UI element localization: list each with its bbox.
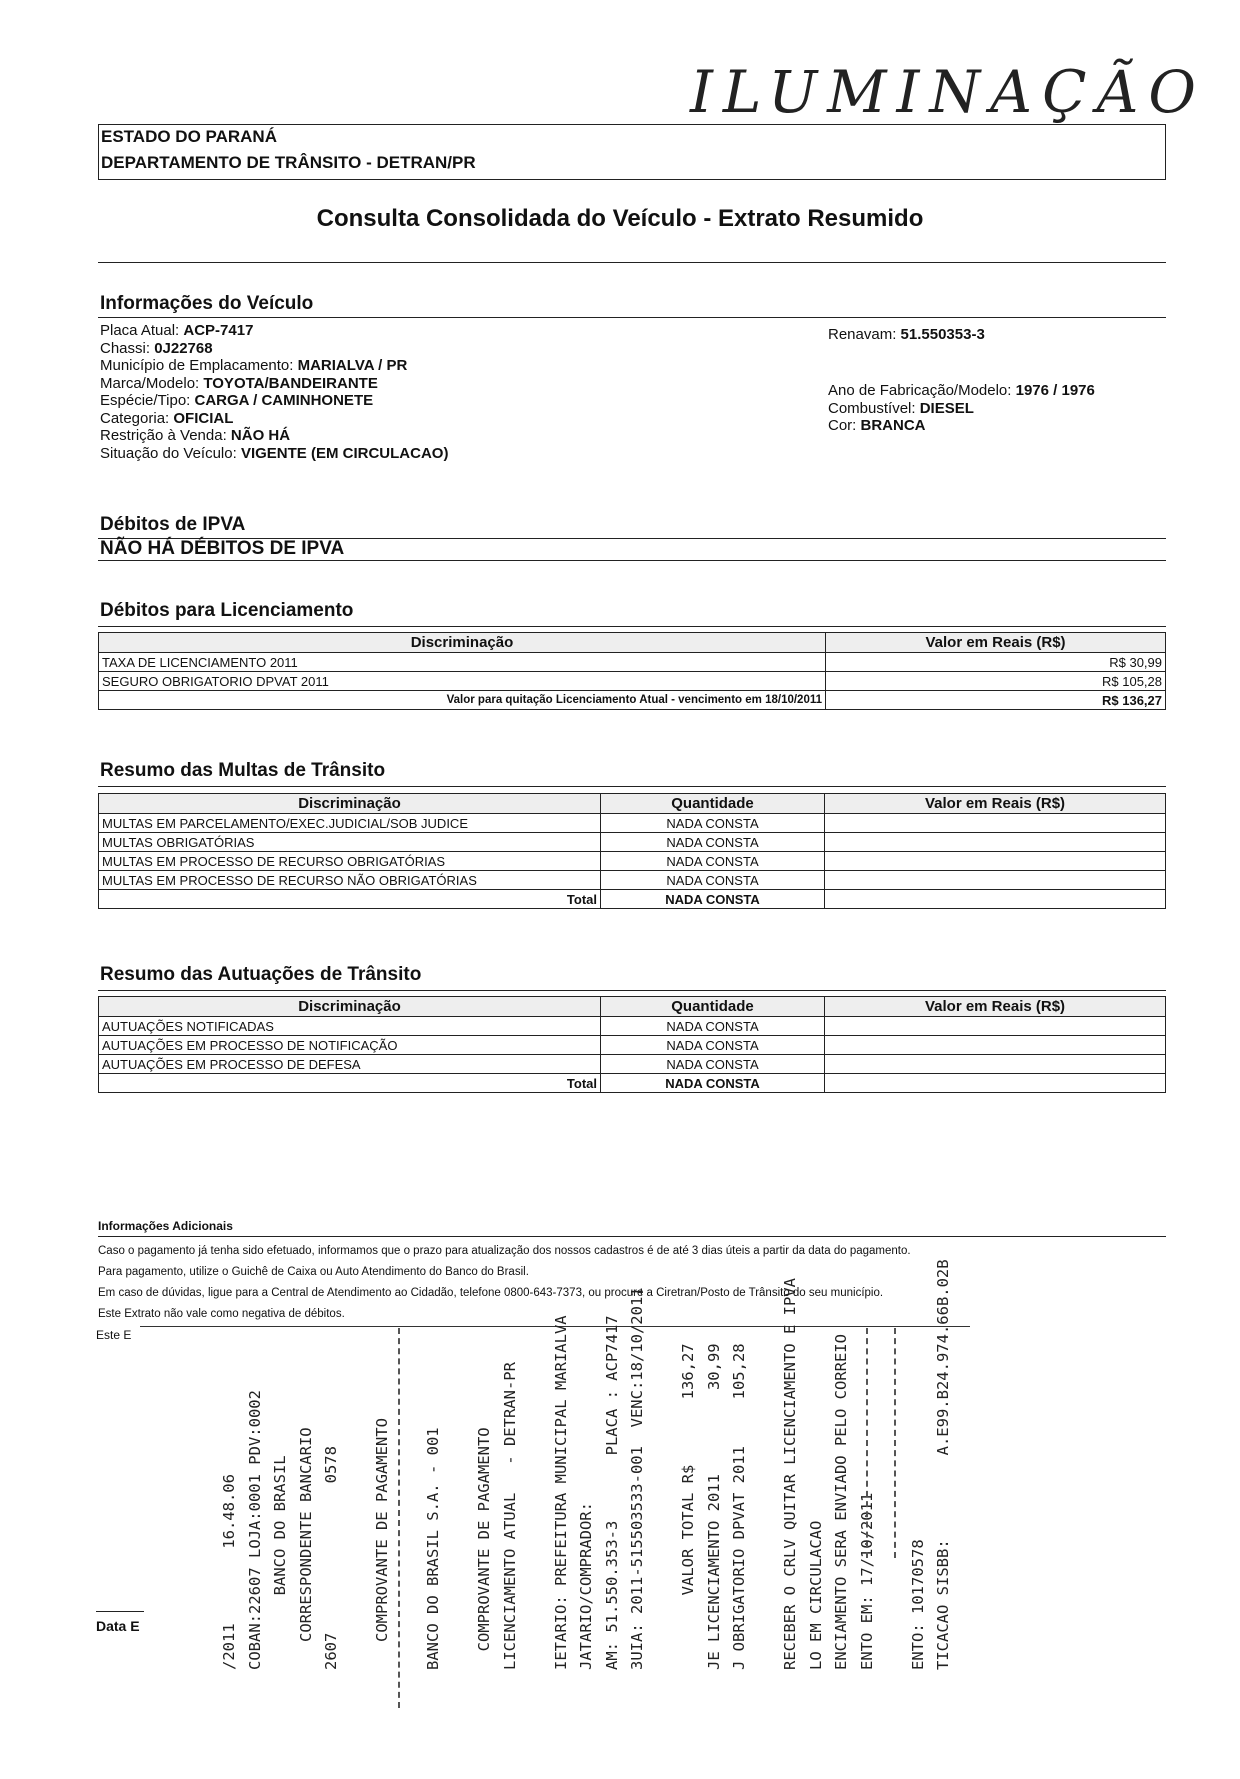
row-description: TAXA DE LICENCIAMENTO 2011	[99, 653, 826, 672]
receipt-line: LICENCIAMENTO ATUAL - DETRAN-PR	[500, 1362, 519, 1670]
vehicle-status-row: Situação do Veículo: VIGENTE (EM CIRCULACAO)	[100, 444, 449, 462]
row-quantity: NADA CONSTA	[601, 1036, 825, 1055]
col-header-value: Valor em Reais (R$)	[825, 997, 1166, 1017]
receipt-line: VALOR TOTAL R$ 136,27	[679, 1343, 697, 1670]
col-header-description: Discriminação	[99, 794, 601, 814]
table-row	[99, 814, 1166, 833]
col-header-description: Discriminação	[99, 997, 601, 1017]
receipt-line: /2011 16.48.06	[220, 1474, 238, 1670]
row-quantity: NADA CONSTA	[601, 1017, 825, 1036]
col-header-quantity: Quantidade	[601, 997, 825, 1017]
receipt-line: RECEBER O CRLV QUITAR LICENCIAMENTO E IPVA	[781, 1278, 799, 1670]
receipt-line: TICACAO SISBB: A.E99.B24.974.66B.02B	[934, 1259, 952, 1670]
receipt-line: ENTO EM: 17/10/2011	[857, 1492, 876, 1670]
row-quantity: NADA CONSTA	[601, 814, 825, 833]
total-row	[99, 890, 1166, 909]
infractions-table	[98, 996, 1166, 1093]
receipt-line: J OBRIGATORIO DPVAT 2011 105,28	[730, 1343, 748, 1670]
total-label: Total	[99, 890, 601, 909]
info-line: Para pagamento, utilize o Guichê de Caixa ou Auto Atendimento do Banco do Brasil.	[98, 1266, 529, 1278]
truncated-date-label: Data E	[96, 1618, 140, 1634]
receipt-line: COMPROVANTE DE PAGAMENTO	[373, 1418, 391, 1670]
divider	[96, 1611, 144, 1612]
department-name: DEPARTAMENTO DE TRÂNSITO - DETRAN/PR	[101, 153, 476, 172]
ipva-section-title: Débitos de IPVA	[100, 514, 246, 535]
municipality-row: Município de Emplacamento: MARIALVA / PR	[100, 357, 408, 374]
fines-section-title: Resumo das Multas de Trânsito	[100, 760, 386, 781]
make-model-row: Marca/Modelo: TOYOTA/BANDEIRANTE	[100, 374, 378, 392]
table-row	[99, 1036, 1166, 1055]
divider	[98, 1236, 1166, 1237]
col-header-quantity: Quantidade	[601, 794, 825, 814]
divider	[98, 990, 1166, 991]
table-row	[99, 653, 1166, 672]
category-row: Categoria: OFICIAL	[100, 409, 234, 427]
infractions-section-title: Resumo das Autuações de Trânsito	[100, 964, 422, 985]
total-row	[99, 1074, 1166, 1093]
receipt-separator	[894, 1328, 896, 1558]
vehicle-info-right	[828, 382, 1095, 435]
total-value	[825, 1074, 1166, 1093]
divider	[98, 560, 1166, 561]
table-row	[99, 1017, 1166, 1036]
row-value: R$ 30,99	[826, 653, 1166, 672]
receipt-line: IETARIO: PREFEITURA MUNICIPAL MARIALVA	[551, 1315, 570, 1670]
vehicle-info-left	[100, 322, 448, 462]
row-quantity: NADA CONSTA	[601, 852, 825, 871]
state-name: ESTADO DO PARANÁ	[101, 127, 277, 146]
divider	[98, 626, 1166, 627]
row-quantity: NADA CONSTA	[601, 833, 825, 852]
row-description: AUTUAÇÕES NOTIFICADAS	[99, 1017, 601, 1036]
agency-header	[98, 124, 1166, 180]
row-description: SEGURO OBRIGATORIO DPVAT 2011	[99, 672, 826, 691]
receipt-line: ENCIAMENTO SERA ENVIADO PELO CORREIO	[832, 1334, 850, 1670]
row-description: MULTAS EM PROCESSO DE RECURSO NÃO OBRIGATÓRIAS	[99, 871, 601, 890]
chassis-row: Chassi: 0J22768	[100, 339, 213, 357]
row-value: R$ 105,28	[826, 672, 1166, 691]
row-description: MULTAS OBRIGATÓRIAS	[99, 833, 601, 852]
additional-info-title: Informações Adicionais	[98, 1219, 233, 1233]
ipva-status: NÃO HÁ DÉBITOS DE IPVA	[100, 538, 345, 559]
receipt-separator	[398, 1328, 400, 1708]
row-description: AUTUAÇÕES EM PROCESSO DE NOTIFICAÇÃO	[99, 1036, 601, 1055]
handwritten-annotation: ILUMINAÇÃO	[690, 58, 1206, 126]
total-row	[99, 691, 1166, 710]
total-label: Total	[99, 1074, 601, 1093]
receipt-line: ENTO: 10170578	[908, 1539, 927, 1670]
truncated-text: Este E	[96, 1328, 132, 1342]
col-header-value: Valor em Reais (R$)	[826, 633, 1166, 653]
row-description: MULTAS EM PROCESSO DE RECURSO OBRIGATÓRIAS	[99, 852, 601, 871]
sale-restriction-row: Restrição à Venda: NÃO HÁ	[100, 427, 291, 444]
row-description: MULTAS EM PARCELAMENTO/EXEC.JUDICIAL/SOB JUDICE	[99, 814, 601, 833]
receipt-line: BANCO DO BRASIL	[271, 1455, 289, 1670]
table-row	[99, 672, 1166, 691]
receipt-line: JATARIO/COMPRADOR:	[577, 1502, 595, 1670]
plate-row: Placa Atual: ACP-7417	[100, 322, 254, 339]
receipt-line: BANCO DO BRASIL S.A. - 001	[424, 1427, 442, 1670]
receipt-line: COBAN:22607 LOJA:0001 PDV:0002	[245, 1390, 264, 1670]
receipt-line: COMPROVANTE DE PAGAMENTO	[475, 1427, 493, 1670]
renavam-row: Renavam: 51.550353-3	[828, 326, 985, 343]
receipt-line: 2607 0578	[322, 1446, 340, 1670]
receipt-line: JE LICENCIAMENTO 2011 30,99	[704, 1343, 723, 1670]
receipt-line: LO EM CIRCULACAO	[806, 1520, 825, 1670]
info-line: Caso o pagamento já tenha sido efetuado, informamos que o prazo para atualização dos nossos cadastros é de até 3 dias úteis a partir da data do pagamento.	[98, 1245, 911, 1257]
table-row	[99, 833, 1166, 852]
info-line: Este Extrato não vale como negativa de débitos.	[98, 1308, 345, 1320]
table-row	[99, 871, 1166, 890]
row-value	[825, 814, 1166, 833]
row-quantity: NADA CONSTA	[601, 1055, 825, 1074]
row-value	[825, 1036, 1166, 1055]
color-row: Cor: BRANCA	[828, 417, 926, 434]
type-row: Espécie/Tipo: CARGA / CAMINHONETE	[100, 392, 374, 409]
table-row	[99, 852, 1166, 871]
year-row: Ano de Fabricação/Modelo: 1976 / 1976	[828, 382, 1095, 399]
row-description: AUTUAÇÕES EM PROCESSO DE DEFESA	[99, 1055, 601, 1074]
total-label: Valor para quitação Licenciamento Atual - vencimento em 18/10/2011	[99, 691, 826, 710]
row-quantity: NADA CONSTA	[601, 871, 825, 890]
page-title: Consulta Consolidada do Veículo - Extrato Resumido	[316, 205, 924, 232]
col-header-description: Discriminação	[99, 633, 826, 653]
receipt-line: CORRESPONDENTE BANCARIO	[296, 1427, 315, 1670]
receipt-separator	[866, 1328, 868, 1558]
vehicle-section-title: Informações do Veículo	[100, 293, 314, 314]
divider	[98, 262, 1166, 263]
divider	[98, 317, 1166, 318]
total-quantity: NADA CONSTA	[601, 890, 825, 909]
table-row	[99, 1055, 1166, 1074]
total-value	[825, 890, 1166, 909]
divider	[98, 786, 1166, 787]
total-value: R$ 136,27	[826, 691, 1166, 710]
fines-table	[98, 793, 1166, 909]
receipt-line: AM: 51.550.353-3 PLACA : ACP7417	[602, 1315, 621, 1670]
info-line: Em caso de dúvidas, ligue para a Central de Atendimento ao Cidadão, telefone 0800-643-7373, ou procure a Ciretran/Posto de Trânsito do seu município.	[98, 1287, 884, 1299]
receipt-line: 3UIA: 2011-515503533-001 VENC:18/10/2011	[628, 1287, 646, 1670]
licensing-section-title: Débitos para Licenciamento	[100, 600, 354, 621]
fuel-row: Combustível: DIESEL	[828, 399, 974, 417]
total-quantity: NADA CONSTA	[601, 1074, 825, 1093]
row-value	[825, 852, 1166, 871]
licensing-table	[98, 632, 1166, 710]
col-header-value: Valor em Reais (R$)	[825, 794, 1166, 814]
row-value	[825, 1055, 1166, 1074]
row-value	[825, 833, 1166, 852]
row-value	[825, 871, 1166, 890]
row-value	[825, 1017, 1166, 1036]
